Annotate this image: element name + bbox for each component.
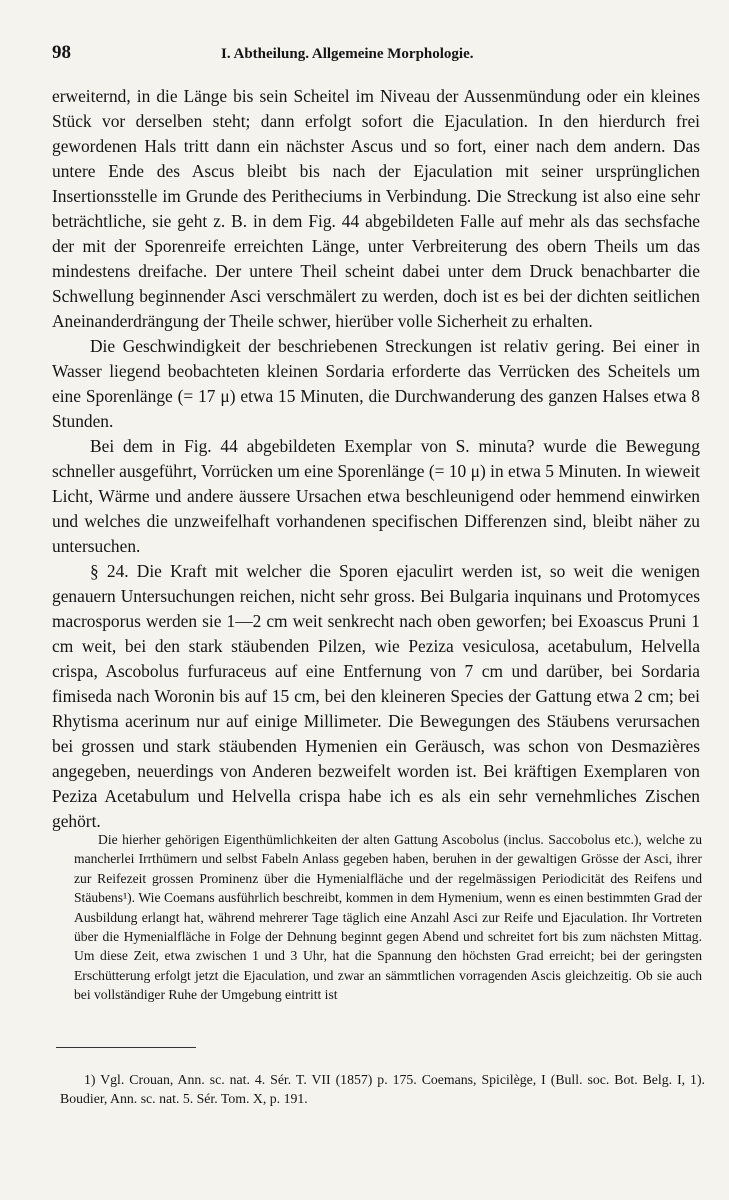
page-header: [52, 42, 609, 68]
page-number: 98: [52, 42, 71, 63]
note-paragraph: Die hierher gehörigen Eigenthümlichkeiten der alten Gattung Ascobolus (inclus. Saccobolus etc.), welche zu mancherlei Irrthümern und selbst Fabeln Anlass gegeben haben, beruhen in der gewaltigen Grösse der Asci, ihrer zur Reifezeit grossen Prominenz über die Hymenialfläche und der regelmässigen Periodicität des Reifens und Stäubens¹). Wie Coemans ausführlich beschreibt, kommen in dem Hymenium, wenn es einen bestimmten Grad der Ausbildung erlangt hat, während mehrerer Tage täglich eine Anzahl Asci zur Reife und Ejaculation. Ihr Vortreten über die Hymenialfläche in Folge der Dehnung beginnt gegen Abend und schreitet fort bis zum nächsten Mittag. Um diese Zeit, etwa zwischen 1 und 3 Uhr, hat die Spannung den höchsten Grad erreicht; bei der geringsten Erschütterung erfolgt jetzt die Ejaculation, und zwar an sämmtlichen vorragenden Ascis gleichzeitig. Ob sie auch bei vollständiger Ruhe der Umgebung eintritt ist: [74, 832, 702, 1003]
body-text: [52, 84, 700, 834]
section-paragraph: § 24. Die Kraft mit welcher die Sporen ejaculirt werden ist, so weit die wenigen genauern Untersuchungen reichen, nicht sehr gross. Bei Bulgaria inquinans und Protomyces macrosporus werden sie 1—2 cm weit senkrecht nach oben geworfen; bei Exoascus Pruni 1 cm weit, bei den stark stäubenden Pilzen, wie Peziza vesiculosa, acetabulum, Helvella crispa, Ascobolus furfuraceus auf eine Entfernung von 7 cm und darüber, bei Sordaria fimiseda nach Woronin bis auf 15 cm, bei den kleineren Species der Gattung etwa 2 cm; bei Rhytisma acerinum nur auf einige Millimeter. Die Bewegungen des Stäubens verursachen bei grossen und stark stäubenden Hymenien ein Geräusch, was schon von Desmazières angegeben, neuerdings von Anderen bezweifelt worden ist. Bei kräftigen Exemplaren von Peziza Acetabulum und Helvella crispa habe ich es als ein sehr vernehmliches Zischen gehört.: [52, 561, 700, 831]
running-head: I. Abtheilung. Allgemeine Morphologie.: [221, 46, 474, 62]
small-print-note: [74, 830, 702, 1005]
body-paragraph: erweiternd, in die Länge bis sein Scheitel im Niveau der Aussenmündung oder ein kleines Stück vor derselben steht; dann erfolgt sofort die Ejaculation. In den hierdurch frei gewordenen Hals tritt dann ein nächster Ascus und so fort, einer nach dem andern. Das untere Ende des Ascus bleibt bis nach der Ejaculation mit seiner ursprünglichen Insertionsstelle im Grunde des Peritheciums in Verbindung. Die Streckung ist also eine sehr beträchtliche, sie geht z. B. in dem Fig. 44 abgebildeten Falle auf mehr als das sechsfache der mit der Sporenreife erreichten Länge, unter Verbreiterung des obern Theils um das mindestens dreifache. Der untere Theil scheint dabei unter dem Druck benachbarter die Schwellung beginnender Asci verschmälert zu werden, doch ist es bei der dichten seitlichen Aneinanderdrängung der Theile schwer, hierüber volle Sicherheit zu erhalten.: [52, 86, 700, 331]
footnote: [60, 1070, 705, 1108]
body-paragraph: Die Geschwindigkeit der beschriebenen Streckungen ist relativ gering. Bei einer in Wasser liegend beobachteten kleinen Sordaria erforderte das Verrücken des Scheitels um eine Sporenlänge (= 17 μ) etwa 15 Minuten, die Durchwanderung des ganzen Halses etwa 8 Stunden.: [52, 336, 700, 431]
body-paragraph: Bei dem in Fig. 44 abgebildeten Exemplar von S. minuta? wurde die Bewegung schneller ausgeführt, Vorrücken um eine Sporenlänge (= 10 μ) in etwa 5 Minuten. In wieweit Licht, Wärme und andere äussere Ursachen etwa beschleunigend oder hemmend einwirken und welches die unzweifelhaft vorhandenen specifischen Differenzen sind, bleibt näher zu untersuchen.: [52, 436, 700, 556]
footnote-rule: [56, 1047, 196, 1048]
footnote-text: 1) Vgl. Crouan, Ann. sc. nat. 4. Sér. T. VII (1857) p. 175. Coemans, Spicilège, I (Bull. soc. Bot. Belg. I, 1). Boudier, Ann. sc. nat. 5. Sér. Tom. X, p. 191.: [60, 1072, 705, 1106]
